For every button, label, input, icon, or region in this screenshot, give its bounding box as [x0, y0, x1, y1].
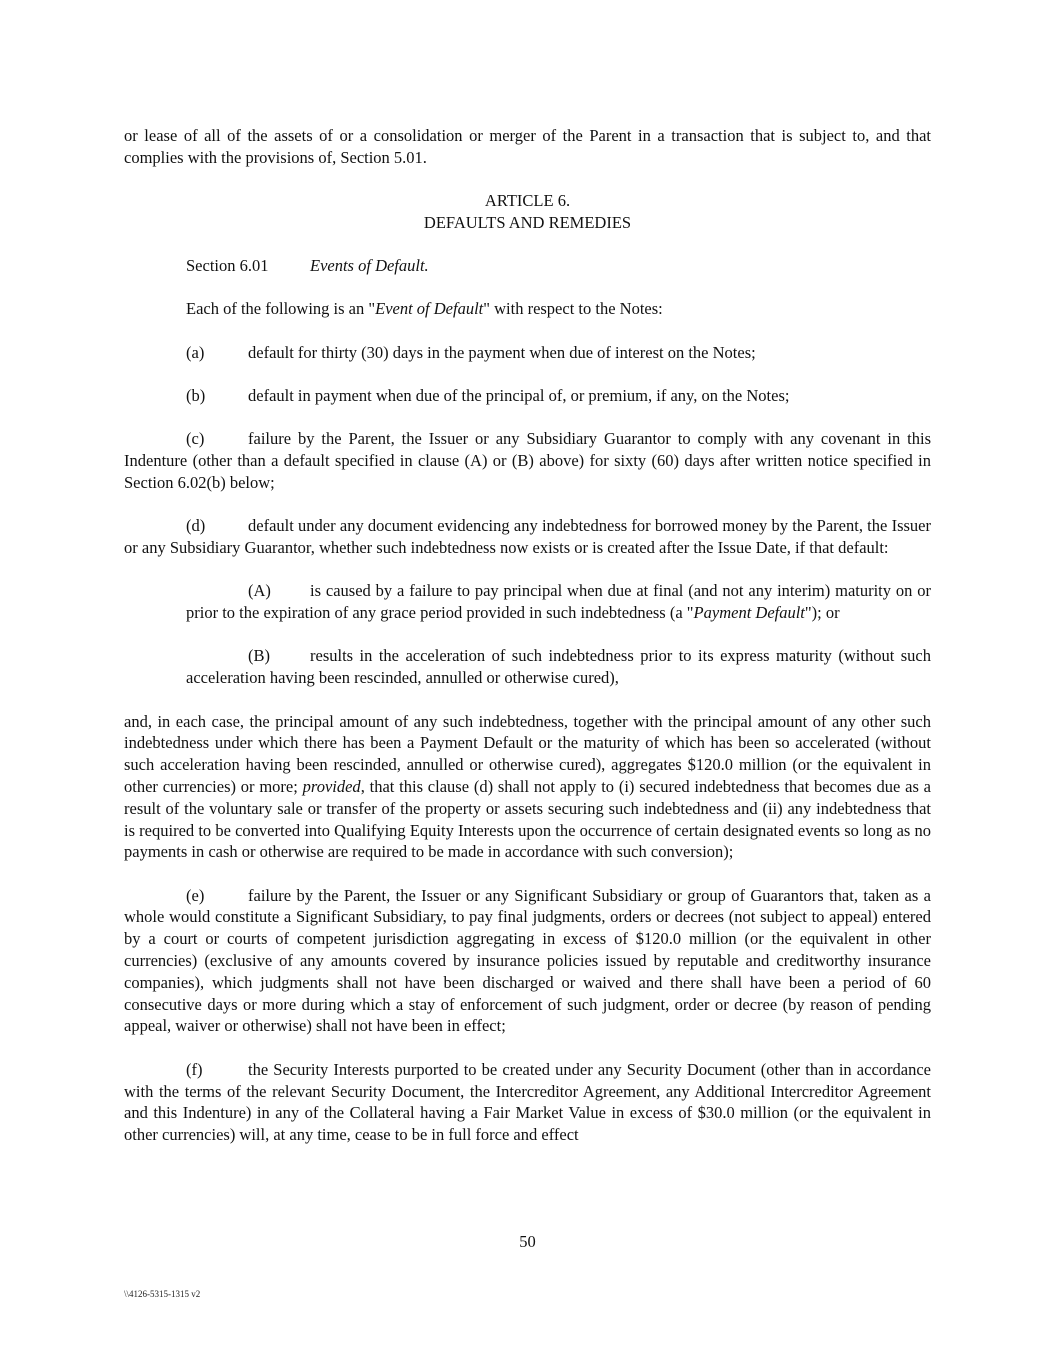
clause-c — [124, 428, 931, 493]
tail-post: , that this clause (d) shall not apply to (i) secured indebtedness that becomes due as a result of the voluntary sale or transfer of the property or assets securing such indebtedness and (ii) any indebtedness that is required to be converted into Qualifying Equity Interests upon the occurrence of certain designated events so long as no payments in cash or otherwise are required to be made in accordance with such conversion); — [124, 776, 931, 862]
article-number: ARTICLE 6. — [484, 191, 571, 211]
clause-e — [124, 885, 931, 1038]
subclause-label: (A) — [248, 581, 271, 601]
lead-post: " with respect to the Notes: — [483, 299, 663, 319]
lead-paragraph — [124, 298, 931, 320]
article-title: DEFAULTS AND REMEDIES — [423, 212, 632, 232]
clause-label: (b) — [186, 386, 206, 406]
subclause-term: Payment Default — [693, 603, 805, 623]
clause-b — [124, 385, 931, 407]
clause-text: default under any document evidencing any indebtedness for borrowed money by the Parent, the Issuer or any Subsidiary Guarantor, whether such indebtedness now exists or is created after the Issue Date, if that default: — [124, 516, 931, 558]
tail-term: provided — [302, 776, 361, 796]
lead-pre: Each of the following is an " — [186, 299, 376, 319]
lead-term: Event of Default — [375, 299, 484, 319]
section-title: Events of Default. — [310, 256, 429, 276]
clause-text: the Security Interests purported to be created under any Security Document (other than in accordance with the terms of the relevant Security Document, the Intercreditor Agreement, any Additional Intercreditor Agreement and this Indenture) in any of the Collateral having a Fair Market Value in excess of $30.0 million (or the equivalent in other currencies) will, at any time, cease to be in full force and effect — [124, 1059, 931, 1145]
clause-a — [124, 342, 931, 364]
clause-text: failure by the Parent, the Issuer or any Significant Subsidiary or group of Guarantors that, taken as a whole would constitute a Significant Subsidiary, to pay final judgments, orders or decrees (not subject to appeal) entered by a court or courts of competent jurisdiction aggregating in excess of $120.0 million (or the equivalent in other currencies) (exclusive of any amounts covered by insurance policies issued by reputable and creditworthy insurance companies), which judgments shall not have been discharged or waived and there shall have been a period of 60 consecutive days or more during which a stay of enforcement of such judgment, order or decree (by reason of pending appeal, waiver or otherwise) shall not have been in effect; — [124, 885, 931, 1036]
clause-label: (c) — [186, 429, 205, 449]
subclause-post: "); or — [804, 603, 840, 623]
document-page — [124, 125, 931, 1146]
intro-paragraph: or lease of all of the assets of or a consolidation or merger of the Parent in a transaction that is subject to, and that complies with the provisions of, Section 5.01. — [124, 126, 931, 167]
clause-f — [124, 1059, 931, 1146]
subclause-B — [186, 645, 931, 689]
clause-d-tail — [124, 711, 931, 864]
section-heading — [124, 255, 931, 277]
document-footer-id: \\4126-5315-1315 v2 — [124, 1289, 201, 1299]
clause-text: failure by the Parent, the Issuer or any Subsidiary Guarantor to comply with any covenant in this Indenture (other than a default specified in clause (A) or (B) above) for sixty (60) days after written notice specified in Section 6.02(b) below; — [124, 429, 931, 492]
subclause-text: results in the acceleration of such indebtedness prior to its express maturity (without such acceleration having been rescinded, annulled or otherwise cured), — [186, 646, 931, 688]
page-number: 50 — [519, 1232, 536, 1251]
clause-label: (e) — [186, 885, 205, 905]
clause-label: (a) — [186, 342, 205, 362]
section-number: Section 6.01 — [186, 256, 269, 276]
tail-pre: and, in each case, the principal amount of any such indebtedness, together with the principal amount of any other such indebtedness under which there has been a Payment Default or the maturity of which has been so accelerated (without such acceleration having been rescinded, annulled or otherwise cured), aggregates $120.0 million (or the equivalent in other currencies) or more; — [124, 711, 931, 796]
clause-text: default for thirty (30) days in the payment when due of interest on the Notes; — [248, 342, 756, 362]
clause-d — [124, 515, 931, 559]
clause-label: (d) — [186, 516, 206, 536]
clause-text: default in payment when due of the principal of, or premium, if any, on the Notes; — [248, 386, 790, 406]
subclause-label: (B) — [248, 646, 270, 666]
subclause-text: is caused by a failure to pay principal when due at final (and not any interim) maturity on or prior to the expiration of any grace period provided in such indebtedness (a " — [186, 581, 931, 623]
subclause-A — [186, 580, 931, 624]
clause-label: (f) — [186, 1059, 203, 1079]
